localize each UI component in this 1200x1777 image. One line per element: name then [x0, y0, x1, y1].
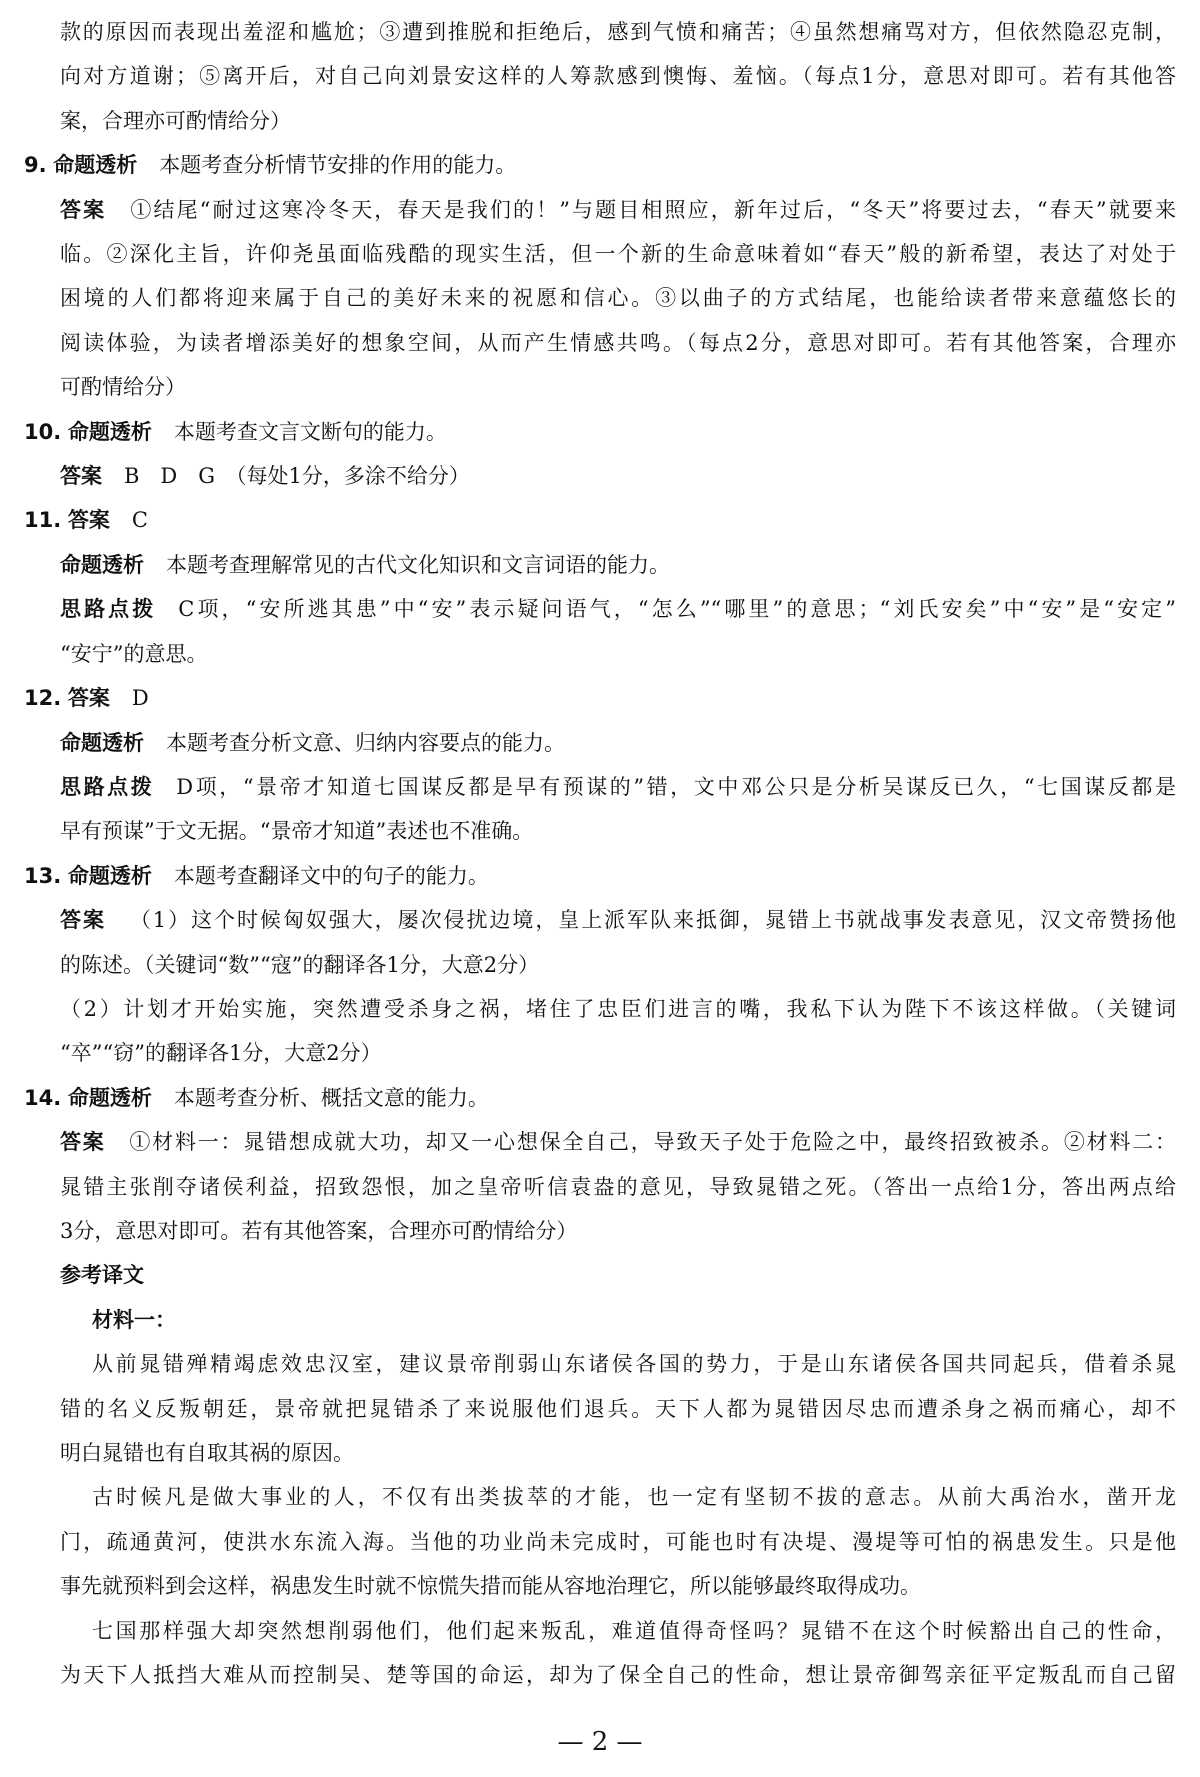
- text-line: [24, 1076, 1176, 1120]
- text-line: [24, 410, 1176, 454]
- text-line: [24, 987, 1176, 1031]
- text-line: [24, 1520, 1176, 1564]
- text-line: [24, 587, 1176, 631]
- line-text: 可酌情给分）: [60, 375, 186, 400]
- section-label: 命题透析: [67, 1085, 152, 1110]
- text-line: [24, 632, 1176, 676]
- text-line: [24, 765, 1176, 809]
- line-text: 困境的人们都将迎来属于自己的美好未来的祝愿和信心。③以曲子的方式结尾，也能给读者带来意蕴悠长的: [60, 286, 1176, 311]
- line-text: 本题考查分析、概括文意的能力。: [173, 1085, 489, 1110]
- text-line: [24, 454, 1176, 498]
- section-label: 命题透析: [67, 863, 152, 888]
- text-line: [24, 1475, 1176, 1519]
- text-line: [24, 809, 1176, 853]
- question-number: 9.: [24, 153, 47, 178]
- section-label: 答案: [60, 1130, 106, 1155]
- text-line: [24, 1165, 1176, 1209]
- line-text: 本题考查分析文意、归纳内容要点的能力。: [166, 730, 565, 755]
- text-line: [24, 1120, 1176, 1164]
- text-line: [24, 143, 1176, 187]
- text-line: [24, 1031, 1176, 1075]
- text-line: [24, 1564, 1176, 1608]
- section-label: 答案: [67, 686, 110, 711]
- text-line: [24, 10, 1176, 54]
- line-text: 本题考查文言文断句的能力。: [173, 419, 447, 444]
- section-label: 命题透析: [60, 552, 144, 577]
- line-text: 古时候凡是做大事业的人，不仅有出类拔萃的才能，也一定有坚韧不拔的意志。从前大禹治水，凿开龙: [92, 1485, 1176, 1510]
- line-text: 事先就预料到会这样，祸患发生时就不惊慌失措而能从容地治理它，所以能够最终取得成功。: [60, 1574, 921, 1599]
- question-number: 12.: [24, 686, 62, 711]
- text-line: [24, 365, 1176, 409]
- text-line: [24, 276, 1176, 320]
- line-text: “卒”“窃”的翻译各1分，大意2分）: [60, 1041, 382, 1066]
- line-text: 本题考查分析情节安排的作用的能力。: [159, 153, 517, 178]
- line-text: D项，“景帝才知道七国谋反都是早有预谋的”错，文中邓公只是分析吴谋反已久，“七国谋反都是: [176, 774, 1176, 799]
- text-line: [24, 54, 1176, 98]
- text-line: [24, 543, 1176, 587]
- text-line: [24, 232, 1176, 276]
- text-line: [24, 1387, 1176, 1431]
- question-number: 13.: [24, 863, 62, 888]
- question-number: 14.: [24, 1085, 62, 1110]
- line-text: C项，“安所逃其患”中“安”表示疑问语气，“怎么”“哪里”的意思；“刘氏安矣”中“安”是“安定”: [178, 597, 1176, 622]
- text-line: [24, 1253, 1176, 1297]
- line-text: 明白晁错也有自取其祸的原因。: [60, 1441, 354, 1465]
- text-line: [24, 1609, 1176, 1653]
- question-number: 11.: [24, 508, 62, 533]
- line-text: 临。②深化主旨，许仰尧虽面临残酷的现实生活，但一个新的生命意味着如“春天”般的新希望，表达了对处于: [60, 242, 1176, 267]
- section-label: 答案: [60, 197, 107, 222]
- section-label: 思路点拨: [60, 774, 155, 799]
- line-text: 款的原因而表现出羞涩和尴尬；③遭到推脱和拒绝后，感到气愤和痛苦；④虽然想痛骂对方，但依然隐忍克制，: [60, 20, 1176, 44]
- line-text: 晁错主张削夺诸侯利益，招致怨恨，加之皇帝听信袁盎的意见，导致晁错之死。（答出一点给1分，答出两点给: [60, 1174, 1176, 1199]
- line-text: 案，合理亦可酌情给分）: [60, 108, 291, 133]
- line-text: （1）这个时候匈奴强大，屡次侵扰边境，皇上派军队来抵御，晁错上书就战事发表意见，汉文帝赞扬他: [127, 908, 1176, 933]
- text-line: [24, 498, 1176, 542]
- page-number: — 2 —: [557, 1727, 643, 1757]
- section-label: 材料一：: [92, 1307, 176, 1332]
- section-label: 答案: [67, 508, 110, 533]
- text-line: [24, 188, 1176, 232]
- section-label: 答案: [60, 908, 106, 933]
- section-label: 命题透析: [53, 153, 138, 178]
- line-text: ①材料一：晁错想成就大功，却又一心想保全自己，导致天子处于危险之中，最终招致被杀。②材料二：: [127, 1130, 1176, 1155]
- question-number: 10.: [24, 419, 62, 444]
- line-text: 3分，意思对即可。若有其他答案，合理亦可酌情给分）: [60, 1218, 578, 1243]
- text-line: [24, 1431, 1176, 1475]
- line-text: 七国那样强大却突然想削弱他们，他们起来叛乱，难道值得奇怪吗？晁错不在这个时候豁出自己的性命，: [92, 1618, 1176, 1643]
- text-line: [24, 99, 1176, 143]
- line-text: B D G （每处1分，多涂不给分）: [124, 464, 470, 489]
- text-line: [24, 1653, 1176, 1697]
- section-label: 命题透析: [67, 419, 152, 444]
- text-line: [24, 676, 1176, 720]
- line-text: 错的名义反叛朝廷，景帝就把晁错杀了来说服他们退兵。天下人都为晁错因尽忠而遭杀身之祸而痛心，却不: [60, 1396, 1176, 1421]
- line-text: 为天下人抵挡大难从而控制吴、楚等国的命运，却为了保全自己的性命，想让景帝御驾亲征平定叛乱而自己留: [60, 1663, 1176, 1688]
- text-line: [24, 1209, 1176, 1253]
- text-line: [24, 1298, 1176, 1342]
- line-text: “安宁”的意思。: [60, 641, 208, 666]
- line-text: 从前晁错殚精竭虑效忠汉室，建议景帝削弱山东诸侯各国的势力，于是山东诸侯各国共同起兵，借着杀晁: [92, 1352, 1176, 1377]
- line-text: C: [131, 508, 148, 533]
- text-line: [24, 854, 1176, 898]
- text-line: [24, 321, 1176, 365]
- text-line: [24, 1342, 1176, 1386]
- line-text: 本题考查理解常见的古代文化知识和文言词语的能力。: [166, 552, 670, 577]
- line-text: 阅读体验，为读者增添美好的想象空间，从而产生情感共鸣。（每点2分，意思对即可。若有其他答案，合理亦: [60, 330, 1176, 355]
- line-text: （2）计划才开始实施，突然遭受杀身之祸，堵住了忠臣们进言的嘴，我私下认为陛下不该这样做。（关键词: [60, 996, 1176, 1021]
- line-text: 的陈述。（关键词“数”“寇”的翻译各1分，大意2分）: [60, 952, 540, 977]
- line-text: 向对方道谢；⑤离开后，对自己向刘景安这样的人筹款感到懊悔、羞恼。（每点1分，意思对即可。若有其他答: [60, 64, 1176, 89]
- answer-text-body: [24, 10, 1176, 1697]
- section-label: 答案: [60, 464, 102, 489]
- text-line: [24, 943, 1176, 987]
- section-label: 命题透析: [60, 730, 144, 755]
- section-label: 参考译文: [60, 1263, 144, 1288]
- line-text: 本题考查翻译文中的句子的能力。: [173, 863, 489, 888]
- line-text: 门，疏通黄河，使洪水东流入海。当他的功业尚未完成时，可能也时有决堤、漫堤等可怕的祸患发生。只是他: [60, 1529, 1176, 1554]
- text-line: [24, 898, 1176, 942]
- line-text: 早有预谋”于文无据。“景帝才知道”表述也不准确。: [60, 819, 534, 844]
- line-text: ①结尾“耐过这寒冷冬天，春天是我们的！”与题目相照应，新年过后，“冬天”将要过去，“春天”就要来: [128, 197, 1176, 222]
- text-line: [24, 721, 1176, 765]
- line-text: D: [131, 686, 149, 711]
- section-label: 思路点拨: [60, 597, 157, 622]
